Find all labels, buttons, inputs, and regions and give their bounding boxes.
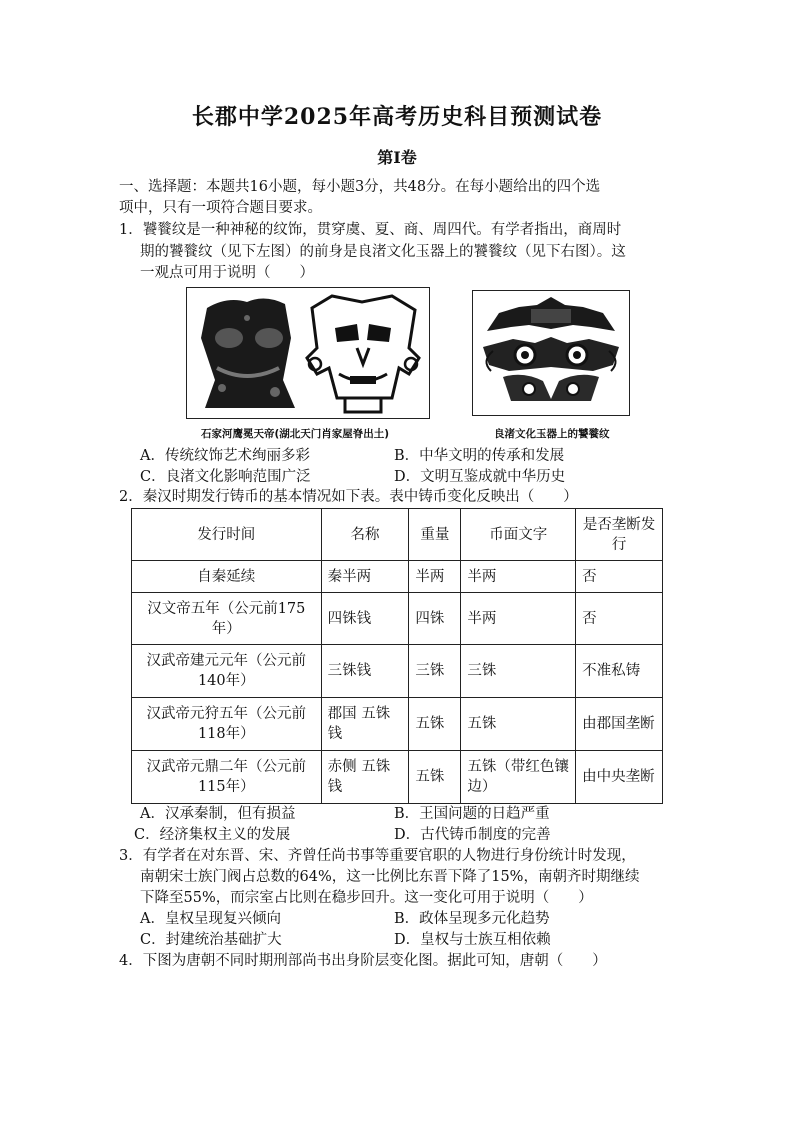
q1-stem-line2: 期的饕餮纹（见下左图）的前身是良渚文化玉器上的饕餮纹（见下右图）。这	[140, 244, 626, 260]
table-cell: 否	[576, 593, 663, 645]
q1-option-a[interactable]: A．传统纹饰艺术绚丽多彩	[140, 448, 310, 464]
table-header-cell: 重量	[409, 509, 461, 561]
table-cell: 郡国 五铢钱	[321, 698, 409, 751]
table-cell: 由郡国垄断	[576, 698, 663, 751]
table-header-cell: 币面文字	[461, 509, 576, 561]
table-cell: 汉武帝建元元年（公元前140年）	[132, 645, 322, 698]
table-cell: 秦半两	[321, 561, 409, 593]
table-cell: 汉武帝元狩五年（公元前118年）	[132, 698, 322, 751]
q4-stem-line1: 4．下图为唐朝不同时期刑部尚书出身阶层变化图。据此可知，唐朝（ ）	[119, 953, 607, 969]
q3-stem-line2: 南朝宋士族门阀占总数的64%，这一比例比东晋下降了15%，南朝齐时期继续	[140, 869, 640, 885]
table-cell: 自秦延续	[132, 561, 322, 593]
coin-table	[131, 508, 663, 804]
table-cell: 由中央垄断	[576, 751, 663, 804]
table-cell: 三铢	[409, 645, 461, 698]
q3-option-c[interactable]: C．封建统治基础扩大	[140, 932, 282, 948]
jade-pattern-icon	[473, 291, 629, 415]
q2-option-c[interactable]: C．经济集权主义的发展	[134, 827, 291, 843]
volume-heading: 第Ⅰ卷	[377, 148, 417, 167]
table-row	[132, 698, 663, 751]
table-cell: 不准私铸	[576, 645, 663, 698]
table-row	[132, 751, 663, 804]
table-row	[132, 645, 663, 698]
table-cell: 三铢	[461, 645, 576, 698]
q1-stem-line1: 1．饕餮纹是一种神秘的纹饰，贯穿虞、夏、商、周四代。有学者指出，商周时	[119, 222, 622, 238]
table-cell: 四铢钱	[321, 593, 409, 645]
table-header-cell: 名称	[321, 509, 409, 561]
section-intro-line1: 一、选择题：本题共16小题，每小题3分，共48分。在每小题给出的四个选	[119, 179, 601, 195]
table-cell: 半两	[409, 561, 461, 593]
q1-option-b[interactable]: B．中华文明的传承和发展	[394, 448, 565, 464]
table-cell: 五铢	[461, 698, 576, 751]
q2-option-d[interactable]: D．古代铸币制度的完善	[394, 827, 551, 843]
q1-option-d[interactable]: D．文明互鉴成就中华历史	[394, 469, 566, 485]
exam-title: 长郡中学2025年高考历史科目预测试卷	[191, 104, 603, 130]
q3-option-a[interactable]: A．皇权呈现复兴倾向	[140, 911, 281, 927]
table-cell: 半两	[461, 561, 576, 593]
table-cell: 半两	[461, 593, 576, 645]
q2-stem-line1: 2．秦汉时期发行铸币的基本情况如下表。表中铸币变化反映出（ ）	[119, 489, 578, 505]
table-cell: 四铢	[409, 593, 461, 645]
table-cell: 赤侧 五铢钱	[321, 751, 409, 804]
q3-option-b[interactable]: B．政体呈现多元化趋势	[394, 911, 550, 927]
table-cell: 三铢钱	[321, 645, 409, 698]
q2-option-b[interactable]: B．王国问题的日趋严重	[394, 806, 550, 822]
caption-left-figure: 石家河鹰冕天帝(湖北天门肖家屋脊出土)	[201, 428, 390, 440]
table-cell: 五铢	[409, 751, 461, 804]
q2-option-a[interactable]: A．汉承秦制，但有损益	[140, 806, 296, 822]
q3-stem-line3: 下降至55%，而宗室占比则在稳步回升。这一变化可用于说明（ ）	[140, 890, 593, 906]
figure-right-taotie	[472, 290, 630, 416]
figure-left-taotie	[186, 287, 430, 419]
table-cell: 五铢（带红色镶边）	[461, 751, 576, 804]
q1-stem-line3: 一观点可用于说明（ ）	[140, 265, 314, 281]
q1-option-c[interactable]: C．良渚文化影响范围广泛	[140, 469, 311, 485]
q3-option-d[interactable]: D．皇权与士族互相依赖	[394, 932, 551, 948]
q3-stem-line1: 3．有学者在对东晋、宋、齐曾任尚书事等重要官职的人物进行身份统计时发现，	[119, 848, 636, 864]
table-cell: 否	[576, 561, 663, 593]
table-row	[132, 593, 663, 645]
table-cell: 五铢	[409, 698, 461, 751]
caption-right-figure: 良渚文化玉器上的饕餮纹	[494, 428, 610, 440]
table-header-row	[132, 509, 663, 561]
table-row	[132, 561, 663, 593]
table-cell: 汉武帝元鼎二年（公元前115年）	[132, 751, 322, 804]
table-header-cell: 发行时间	[132, 509, 322, 561]
table-cell: 汉文帝五年（公元前175年）	[132, 593, 322, 645]
table-header-cell: 是否垄断发行	[576, 509, 663, 561]
mask-artifact-icon	[187, 288, 429, 418]
section-intro-line2: 项中，只有一项符合题目要求。	[119, 200, 322, 216]
